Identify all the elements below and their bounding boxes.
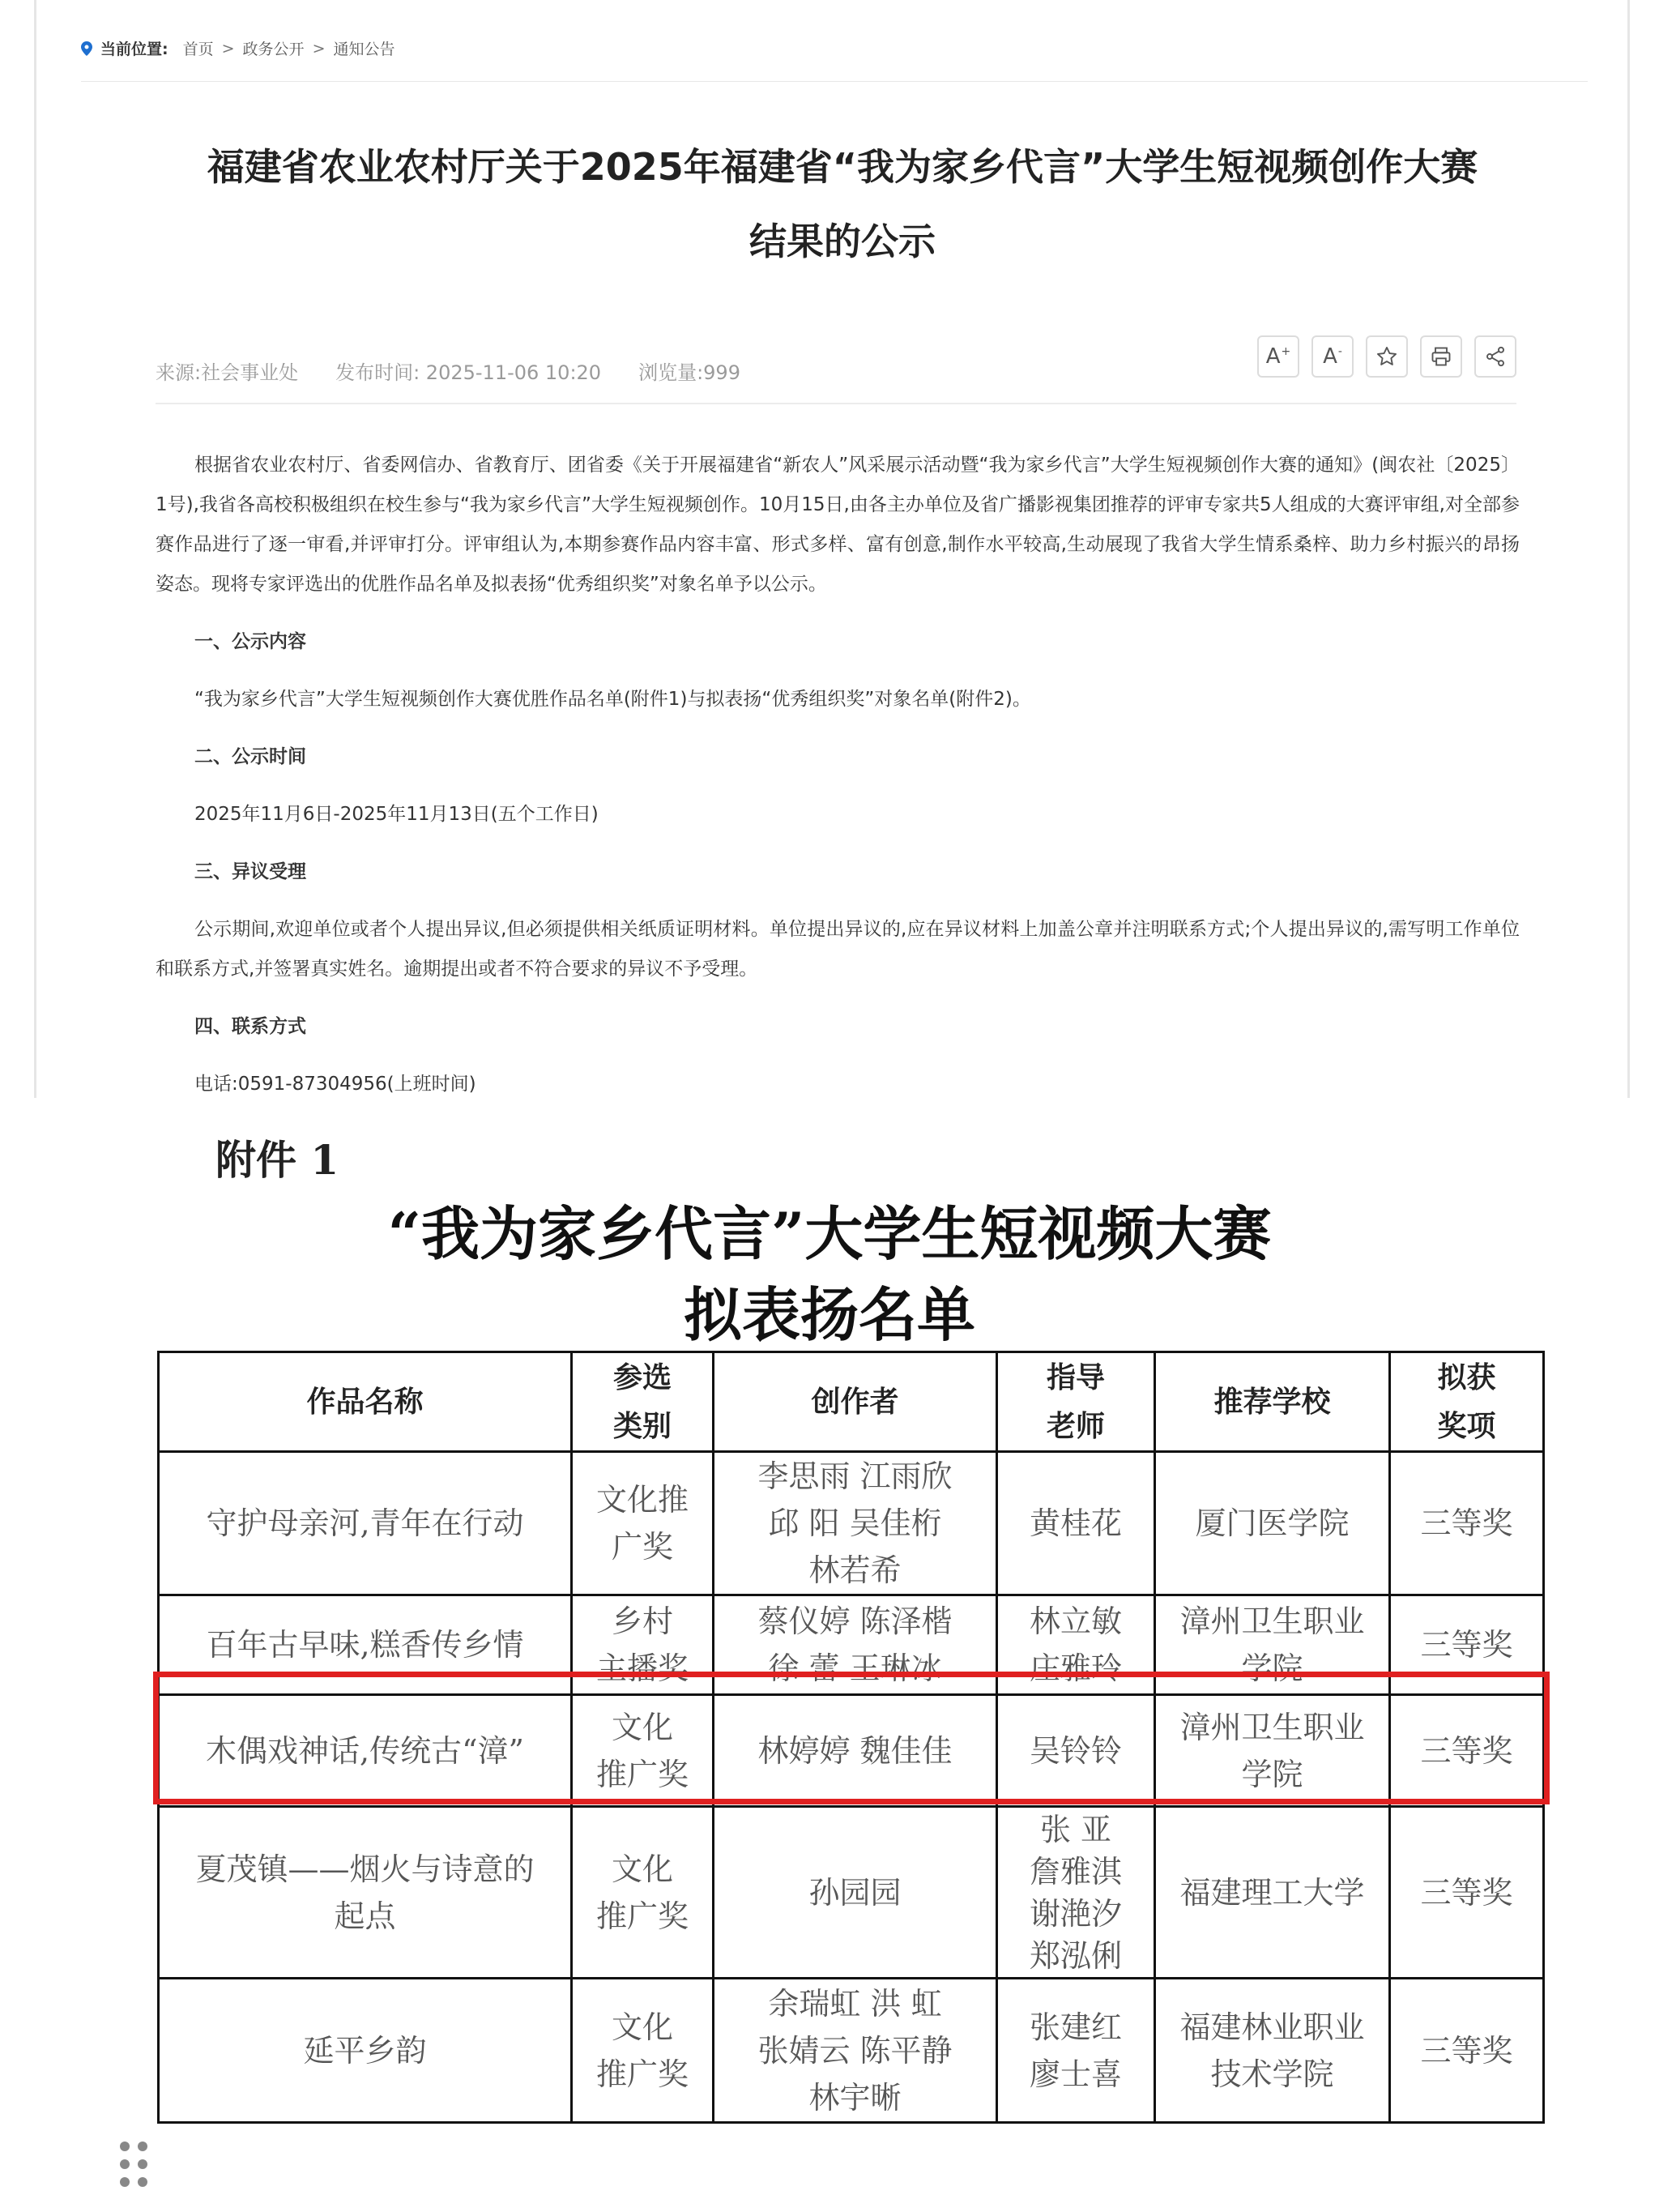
section-heading: 一、公示内容: [194, 631, 306, 652]
cell-advisors: 吴铃铃: [997, 1695, 1155, 1807]
page-title-line2: 结果的公示: [749, 220, 936, 263]
cell-creators: 李思雨 江雨欣 邱 阳 吴佳桁 林若希: [714, 1452, 997, 1595]
attachment-title-line1: “我为家乡代言”大学生短视频大赛: [387, 1199, 1272, 1268]
cell-work-title: 百年古早味,糕香传乡情: [159, 1595, 572, 1695]
header-award: 拟获 奖项: [1390, 1352, 1544, 1452]
cell-creators: 林婷婷 魏佳佳: [714, 1695, 997, 1807]
favorite-button[interactable]: [1366, 335, 1408, 378]
divider: [81, 81, 1588, 82]
breadcrumb-separator: >: [312, 39, 326, 58]
drag-handle-icon[interactable]: [120, 2142, 147, 2187]
cell-award: 三等奖: [1390, 1452, 1544, 1595]
section-heading: 四、联系方式: [194, 1016, 306, 1037]
section-content: “我为家乡代言”大学生短视频创作大赛优胜作品名单(附件1)与拟表扬“优秀组织奖”对象名单(附件2)。: [194, 689, 1031, 710]
attachment-image: [0, 1098, 1659, 2212]
cell-work-title: 守护母亲河,青年在行动: [159, 1452, 572, 1595]
table-row: [159, 1979, 1544, 2123]
section-content: 公示期间,欢迎单位或者个人提出异议,但必须提供相关纸质证明材料。单位提出异议的,应在异议材料上加盖公章并注明联系方式;个人提出异议的,需写明工作单位和联系方式,并签署真实姓名。逾期提出或者不符合要求的异议不予受理。: [156, 919, 1520, 980]
table-row-highlighted: [159, 1695, 1544, 1807]
breadcrumb-item-gov-affairs[interactable]: 政务公开: [242, 41, 305, 58]
star-icon: [1375, 345, 1398, 368]
header-work-title: 作品名称: [159, 1352, 572, 1452]
breadcrumb: [81, 37, 395, 59]
share-button[interactable]: [1474, 335, 1516, 378]
breadcrumb-item-notices[interactable]: 通知公告: [333, 41, 395, 58]
article-paragraph: 根据省农业农村厅、省委网信办、省教育厅、团省委《关于开展福建省“新农人”风采展示活动暨“我为家乡代言”大学生短视频创作大赛的通知》(闽农社〔2025〕1号),我省各高校积极组织在校生参与“我为家乡代言”大学生短视频创作。10月15日,由各主办单位及省广播影视集团推荐的评审专家共5人组成的大赛评审组,对全部参赛作品进行了逐一审看,并评审打分。评审组认为,本期参赛作品内容丰富、形式多样、富有创意,制作水平较高,生动展现了我省大学生情系桑梓、助力乡村振兴的昂扬姿态。现将专家评选出的优胜作品名单及拟表扬“优秀组织奖”对象名单予以公示。: [156, 455, 1520, 595]
cell-work-title: 延平乡韵: [159, 1979, 572, 2123]
font-increase-icon: A+: [1265, 344, 1291, 369]
award-table: [157, 1351, 1545, 2124]
cell-advisors: 张 亚 詹雅淇 谢滟汐 郑泓俐: [997, 1807, 1155, 1979]
cell-school: 福建林业职业 技术学院: [1155, 1979, 1390, 2123]
section-content: 2025年11月6日-2025年11月13日(五个工作日): [194, 804, 599, 825]
cell-category: 文化 推广奖: [572, 1695, 714, 1807]
cell-category: 文化 推广奖: [572, 1979, 714, 2123]
breadcrumb-label: 当前位置:: [100, 41, 168, 58]
cell-work-title: 木偶戏神话,传统古“漳”: [159, 1695, 572, 1807]
cell-school: 漳州卫生职业 学院: [1155, 1695, 1390, 1807]
page-title-line1: 福建省农业农村厅关于2025年福建省“我为家乡代言”大学生短视频创作大赛: [207, 145, 1478, 189]
cell-award: 三等奖: [1390, 1595, 1544, 1695]
page-title: [122, 130, 1563, 279]
cell-category: 文化推 广奖: [572, 1452, 714, 1595]
cell-category: 文化 推广奖: [572, 1807, 714, 1979]
cell-creators: 余瑞虹 洪 虹 张婧云 陈平静 林宇晰: [714, 1979, 997, 2123]
cell-advisors: 林立敏 庄雅玲: [997, 1595, 1155, 1695]
article-source: 来源:社会事业处: [156, 361, 299, 384]
breadcrumb-item-home[interactable]: 首页: [182, 41, 214, 58]
article-toolbar: [1257, 335, 1516, 378]
print-icon: [1430, 345, 1452, 368]
cell-creators: 孙园园: [714, 1807, 997, 1979]
header-category: 参选 类别: [572, 1352, 714, 1452]
attachment-title-line2: 拟表扬名单: [683, 1280, 975, 1349]
table-row: [159, 1452, 1544, 1595]
cell-award: 三等奖: [1390, 1979, 1544, 2123]
cell-advisors: 张建红 廖士喜: [997, 1979, 1155, 2123]
font-increase-button[interactable]: [1257, 335, 1299, 378]
header-creators: 创作者: [714, 1352, 997, 1452]
cell-school: 厦门医学院: [1155, 1452, 1390, 1595]
article-published-time: 发布时间: 2025-11-06 10:20: [335, 361, 602, 384]
section-heading: 二、公示时间: [194, 746, 306, 767]
share-icon: [1484, 345, 1507, 368]
font-decrease-icon: A-: [1323, 344, 1342, 369]
table-row: [159, 1595, 1544, 1695]
table-row: [159, 1807, 1544, 1979]
font-decrease-button[interactable]: [1311, 335, 1354, 378]
cell-work-title: 夏茂镇——烟火与诗意的 起点: [159, 1807, 572, 1979]
cell-school: 福建理工大学: [1155, 1807, 1390, 1979]
article-body: [156, 446, 1520, 1104]
cell-creators: 蔡仪婷 陈泽楷 徐 蕾 王琳冰: [714, 1595, 997, 1695]
section-content: 电话:0591-87304956(上班时间): [194, 1074, 476, 1095]
cell-category: 乡村 主播奖: [572, 1595, 714, 1695]
breadcrumb-separator: >: [221, 39, 235, 58]
location-pin-icon: [81, 41, 92, 56]
cell-school: 漳州卫生职业 学院: [1155, 1595, 1390, 1695]
table-header-row: [159, 1352, 1544, 1452]
attachment-label: 附件 1: [215, 1136, 339, 1184]
divider: [156, 403, 1516, 404]
section-heading: 三、异议受理: [194, 861, 306, 882]
print-button[interactable]: [1420, 335, 1462, 378]
cell-award: 三等奖: [1390, 1695, 1544, 1807]
cell-advisors: 黄桂花: [997, 1452, 1155, 1595]
article-view-count: 浏览量:999: [638, 361, 740, 384]
header-school: 推荐学校: [1155, 1352, 1390, 1452]
cell-award: 三等奖: [1390, 1807, 1544, 1979]
article-meta: [156, 357, 740, 385]
header-advisors: 指导 老师: [997, 1352, 1155, 1452]
